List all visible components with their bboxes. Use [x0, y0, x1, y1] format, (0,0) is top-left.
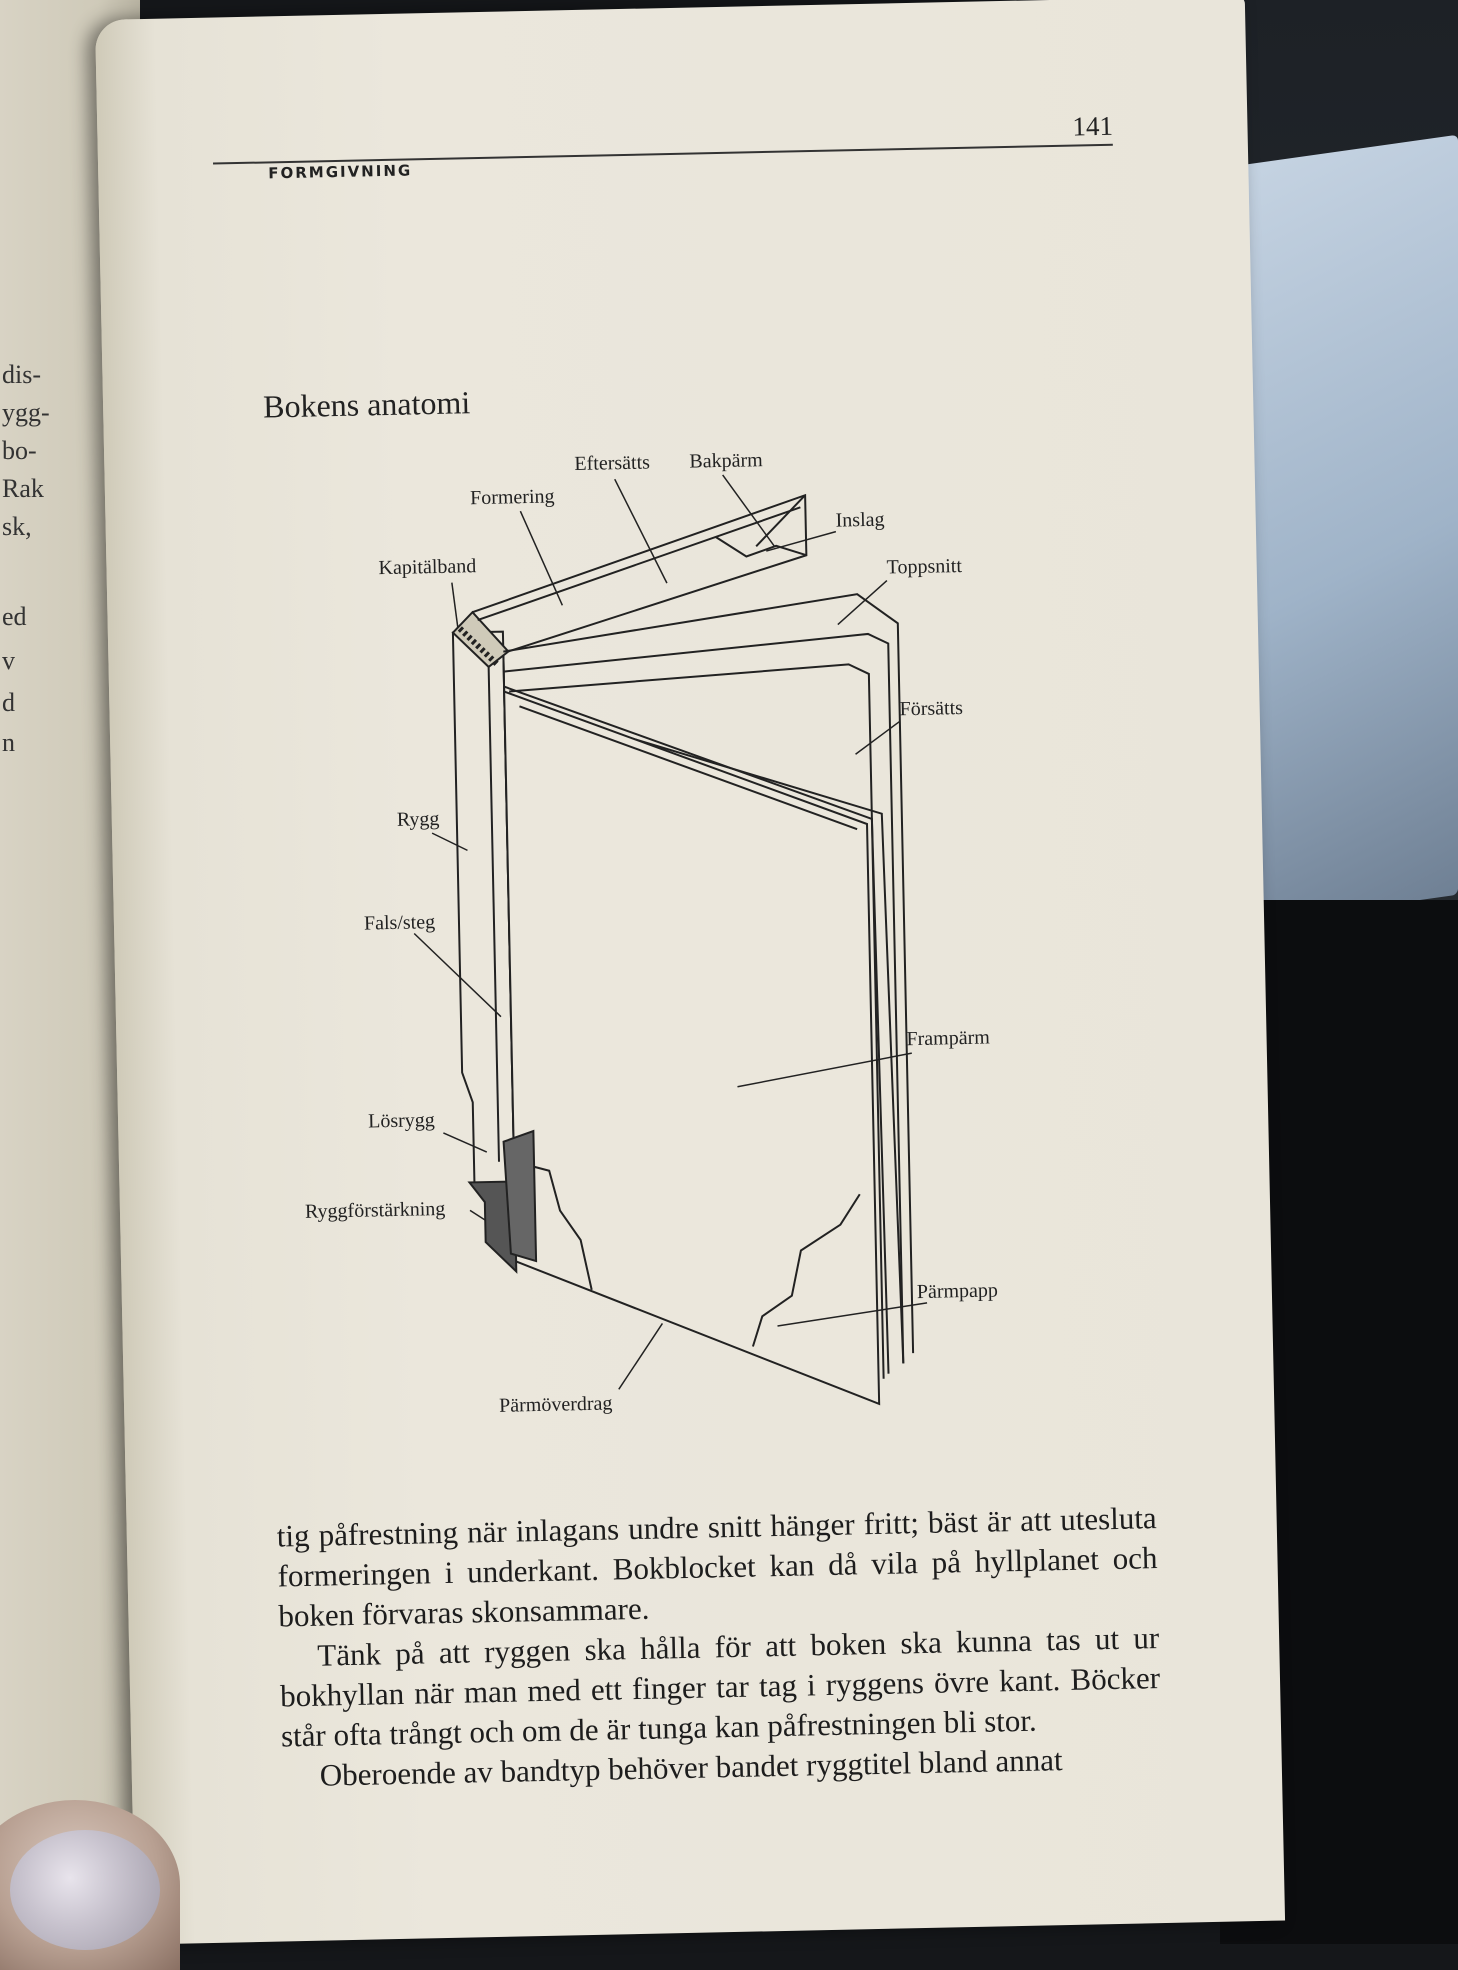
label-kapitalband: Kapitälband: [378, 555, 477, 580]
glitter-nail: [10, 1830, 160, 1950]
body-text: [276, 1498, 1162, 1796]
book-anatomy-diagram: [244, 429, 1145, 1437]
label-framparm: Frampärm: [906, 1026, 991, 1051]
header-rule: [213, 144, 1113, 165]
label-parmpapp: Pärmpapp: [916, 1279, 999, 1304]
left-page-fragment: ed: [2, 602, 27, 631]
left-page-fragment: ygg-: [2, 398, 50, 427]
label-formering: Formering: [469, 485, 555, 510]
page-number: 141: [1072, 110, 1114, 142]
figure-title: Bokens anatomi: [262, 384, 471, 425]
left-page-fragment: d: [2, 688, 15, 717]
background-monitor-glow: [1240, 135, 1458, 926]
left-page-fragment: dis-: [2, 360, 41, 389]
label-bakparm: Bakpärm: [689, 449, 763, 473]
book-page: [95, 0, 1285, 1945]
label-losrygg: Lösrygg: [367, 1109, 436, 1133]
label-parmoverdrag: Pärmöverdrag: [498, 1392, 613, 1417]
paragraph: tig påfrestning när inlagans undre snitt hänger fritt; bäst är att utesluta formeringen i underkant. Bokblocket kan då vila på hyllplanet och boken förvaras skonsammare.: [276, 1500, 1158, 1634]
label-eftersatts: Eftersätts: [574, 451, 651, 476]
label-forsatts: Försätts: [899, 696, 964, 721]
left-page-fragment: v: [2, 646, 15, 675]
book-drawing: [450, 493, 914, 1412]
label-fals-steg: Fals/steg: [363, 911, 436, 935]
label-toppsnitt: Toppsnitt: [886, 554, 963, 579]
left-page-fragment: n: [2, 728, 15, 757]
section-label: FORMGIVNING: [268, 161, 413, 183]
label-inslag: Inslag: [835, 508, 885, 532]
left-page-fragment: sk,: [2, 512, 32, 541]
label-rygg: Rygg: [396, 807, 440, 831]
paragraph: Oberoende av bandtyp behöver bandet ryggtitel bland annat: [319, 1742, 1063, 1793]
label-ryggforstarkning: Ryggförstärkning: [304, 1197, 446, 1223]
left-page-fragment: bo-: [2, 436, 37, 465]
left-page-fragment: Rak: [2, 474, 44, 503]
paragraph: Tänk på att ryggen ska hålla för att boken ska kunna tas ut ur bokhyllan när man med ett finger tar tag i ryggens övre kant. Böcker står ofta trångt och om de är tunga kan påfrestningen bli stor.: [279, 1620, 1161, 1754]
